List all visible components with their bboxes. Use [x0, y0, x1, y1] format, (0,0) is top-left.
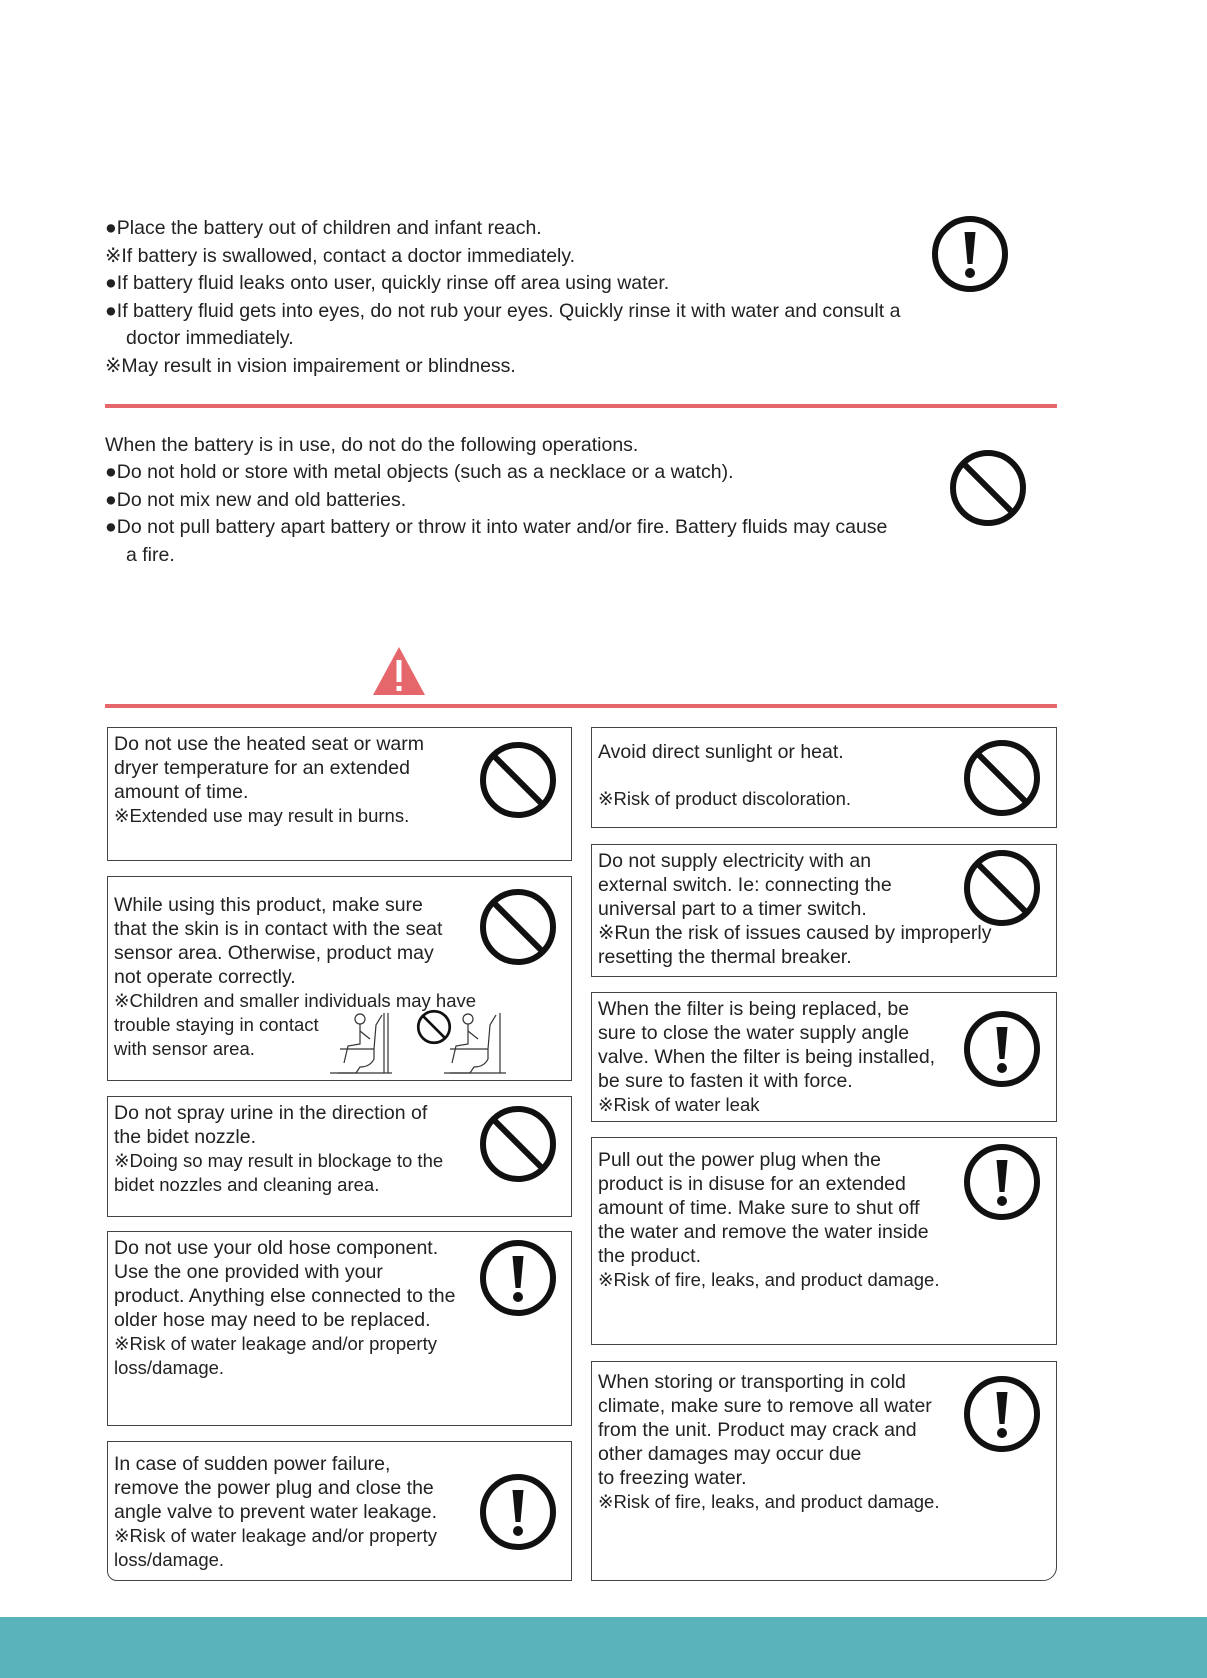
battery-prohibited-line: ●Do not mix new and old batteries. [105, 489, 407, 511]
box-line: sure to close the water supply angle [598, 1022, 910, 1044]
box-line: angle valve to prevent water leakage. [114, 1501, 438, 1523]
box-note: bidet nozzles and cleaning area. [114, 1174, 380, 1195]
box-note: ※Extended use may result in burns. [114, 805, 410, 826]
box-line: ※Run the risk of issues caused by improperly [598, 922, 992, 944]
box-line: the bidet nozzle. [114, 1126, 257, 1148]
caution-box [107, 727, 572, 861]
box-line: Do not use your old hose component. [114, 1237, 439, 1259]
box-line: remove the power plug and close the [114, 1477, 434, 1499]
battery-prohibited-line: ●Do not hold or store with metal objects (such as a necklace or a watch). [105, 461, 734, 483]
mandatory-exclamation-icon [930, 214, 1010, 294]
box-line: Do not supply electricity with an [598, 850, 872, 872]
caution-box [107, 1231, 572, 1426]
divider-rule [105, 404, 1057, 408]
prohibition-icon [962, 848, 1042, 928]
box-line: In case of sudden power failure, [114, 1453, 391, 1475]
box-line: Avoid direct sunlight or heat. [598, 741, 844, 763]
box-line: other damages may occur due [598, 1443, 862, 1465]
mandatory-exclamation-icon [478, 1472, 558, 1552]
box-note: ※Doing so may result in blockage to the [114, 1150, 444, 1171]
battery-warning-line: doctor immediately. [126, 327, 294, 349]
caution-box [107, 876, 572, 1081]
box-line: not operate correctly. [114, 966, 296, 988]
box-line: be sure to fasten it with force. [598, 1070, 853, 1092]
box-line: that the skin is in contact with the seat [114, 918, 443, 940]
prohibition-icon [478, 1104, 558, 1184]
box-line: Do not spray urine in the direction of [114, 1102, 428, 1124]
box-note: ※Risk of product discoloration. [598, 788, 852, 809]
box-line: When the filter is being replaced, be [598, 998, 910, 1020]
caution-box [591, 844, 1057, 977]
box-note: trouble staying in contact [114, 1014, 319, 1035]
caution-box [591, 727, 1057, 828]
caution-box [107, 1096, 572, 1217]
mandatory-exclamation-icon [962, 1142, 1042, 1222]
prohibition-icon [478, 887, 558, 967]
box-line: Do not use the heated seat or warm [114, 733, 425, 755]
box-note: ※Risk of water leak [598, 1094, 760, 1115]
box-line: amount of time. Make sure to shut off [598, 1197, 920, 1219]
footer-band [0, 1617, 1207, 1678]
battery-warning-line: ※May result in vision impairement or blindness. [105, 355, 516, 377]
battery-prohibited-line: When the battery is in use, do not do the following operations. [105, 434, 639, 456]
battery-warning-line: ●Place the battery out of children and infant reach. [105, 217, 542, 239]
box-line: While using this product, make sure [114, 894, 423, 916]
box-line: valve. When the filter is being installed, [598, 1046, 936, 1068]
box-note: with sensor area. [114, 1038, 255, 1059]
mandatory-exclamation-icon [962, 1009, 1042, 1089]
box-line: amount of time. [114, 781, 249, 803]
mandatory-exclamation-icon [478, 1238, 558, 1318]
box-note: ※Risk of fire, leaks, and product damage. [598, 1269, 940, 1290]
battery-warning-line: ●If battery fluid gets into eyes, do not rub your eyes. Quickly rinse it with water and consult a [105, 300, 901, 322]
caution-box [591, 1137, 1057, 1345]
box-line: product. Anything else connected to the [114, 1285, 456, 1307]
box-note: ※Risk of fire, leaks, and product damage. [598, 1491, 940, 1512]
box-line: resetting the thermal breaker. [598, 946, 852, 968]
box-line: climate, make sure to remove all water [598, 1395, 932, 1417]
box-line: Pull out the power plug when the [598, 1149, 881, 1171]
battery-prohibited-line: ●Do not pull battery apart battery or throw it into water and/or fire. Battery fluids may cause [105, 516, 888, 538]
box-line: Use the one provided with your [114, 1261, 383, 1283]
prohibition-icon [478, 740, 558, 820]
box-note: ※Children and smaller individuals may have [114, 990, 477, 1011]
box-line: When storing or transporting in cold [598, 1371, 906, 1393]
box-line: to freezing water. [598, 1467, 747, 1489]
box-line: older hose may need to be replaced. [114, 1309, 431, 1331]
prohibition-icon [948, 448, 1028, 528]
battery-prohibited-line: a fire. [126, 544, 175, 566]
box-note: ※Risk of water leakage and/or property [114, 1333, 437, 1354]
caution-box [591, 992, 1057, 1122]
seated-person-incorrect-illustration [444, 1011, 510, 1075]
caution-divider-rule [105, 704, 1057, 708]
box-line: dryer temperature for an extended [114, 757, 410, 779]
box-line: product is in disuse for an extended [598, 1173, 906, 1195]
mandatory-exclamation-icon [962, 1374, 1042, 1454]
box-line: sensor area. Otherwise, product may [114, 942, 434, 964]
box-line: the water and remove the water inside [598, 1221, 929, 1243]
prohibition-icon [962, 738, 1042, 818]
box-note: loss/damage. [114, 1549, 225, 1570]
battery-warning-line: ※If battery is swallowed, contact a doctor immediately. [105, 245, 576, 267]
caution-box [591, 1361, 1057, 1581]
box-line: from the unit. Product may crack and [598, 1419, 917, 1441]
seated-person-correct-illustration [330, 1011, 396, 1075]
box-note: ※Risk of water leakage and/or property [114, 1525, 437, 1546]
caution-box [107, 1441, 572, 1581]
battery-warning-line: ●If battery fluid leaks onto user, quickly rinse off area using water. [105, 272, 670, 294]
box-note: loss/damage. [114, 1357, 225, 1378]
box-line: the product. [598, 1245, 701, 1267]
box-line: universal part to a timer switch. [598, 898, 867, 920]
box-line: external switch. Ie: connecting the [598, 874, 892, 896]
warning-triangle-icon [372, 646, 426, 696]
